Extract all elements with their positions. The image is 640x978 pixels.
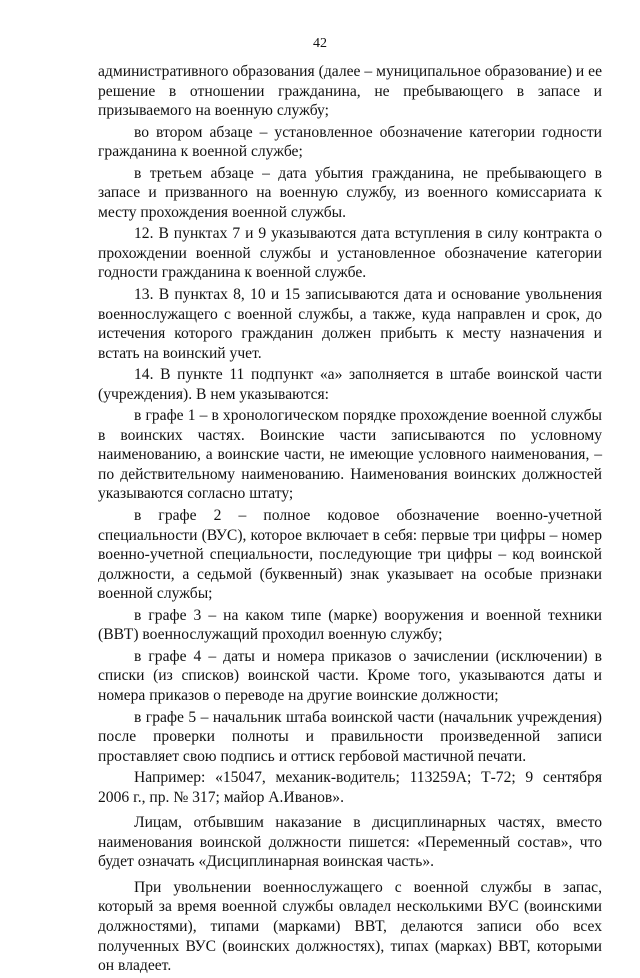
- paragraph-column-5: в графе 5 – начальник штаба воинской части (начальник учреждения) после проверки полноты и правильности произведенной записи проставляет свою подпись и оттиск гербовой мастичной печати.: [98, 708, 602, 765]
- paragraph-item-13: 13. В пунктах 8, 10 и 15 записываются дата и основание увольнения военнослужащего с военной службы, а также, куда направлен и срок, до истечения которого гражданин должен прибыть к месту назначения и встать на воинский учет.: [98, 286, 602, 362]
- paragraph-example: Например: «15047, механик-водитель; 113259А; Т-72; 9 сентября 2006 г., пр. № 317; майор А.Иванов».: [98, 769, 602, 806]
- paragraph-column-4: в графе 4 – даты и номера приказов о зачислении (исключении) в списки (из списков) воинской части. Кроме того, указываются даты и номера приказов о переводе на другие воинские должности;: [98, 647, 602, 704]
- paragraph-item-12: 12. В пунктах 7 и 9 указываются дата вступления в силу контракта о прохождении военной службы и установленное обозначение категории годности гражданина к военной службе.: [98, 225, 602, 282]
- paragraph-discharge: При увольнении военнослужащего с военной службы в запас, который за время военной службы овладел несколькими ВУС (воинскими должностями), типами (марками) ВВТ, делаются записи обо всех полученных ВУС (воинских должностях), типах (марках) ВВТ, которыми он владеет.: [98, 878, 602, 975]
- paragraph-item-14: 14. В пункте 11 подпункт «а» заполняется в штабе воинской части (учреждения). В нем указываются:: [98, 366, 602, 403]
- paragraph-third-clause: в третьем абзаце – дата убытия гражданина, не пребывающего в запасе и призванного на военную службу, из военного комиссариата к месту прохождения военной службы.: [98, 164, 602, 221]
- paragraph-continuation: административного образования (далее – муниципальное образование) и ее решение в отношении гражданина, не пребывающего в запасе и призываемого на военную службу;: [98, 63, 602, 120]
- body-text: [98, 62, 602, 978]
- page-number: 42: [313, 36, 327, 51]
- paragraph-second-clause: во втором абзаце – установленное обозначение категории годности гражданина к военной службе;: [98, 123, 602, 161]
- paragraph-column-2: в графе 2 – полное кодовое обозначение военно-учетной специальности (ВУС), которое включает в себя: первые три цифры – номер военно-учетной специальности, последующие три цифры – код воинской должности, а седьмой (буквенный) знак указывает на особые признаки военной службы;: [98, 507, 602, 603]
- paragraph-disciplinary: Лицам, отбывшим наказание в дисциплинарных частях, вместо наименования воинской должности пишется: «Переменный состав», что будет означать «Дисциплинарная воинская часть».: [98, 814, 602, 871]
- paragraph-column-3: в графе 3 – на каком типе (марке) вооружения и военной техники (ВВТ) военнослужащий проходил военную службу;: [98, 606, 602, 644]
- paragraph-column-1: в графе 1 – в хронологическом порядке прохождение военной службы в воинских частях. Воинские части записываются по условному наименованию, а воинские части, не имеющие условного наименования, – по действительному наименованию. Наименования воинских должностей указываются согласно штату;: [98, 407, 602, 503]
